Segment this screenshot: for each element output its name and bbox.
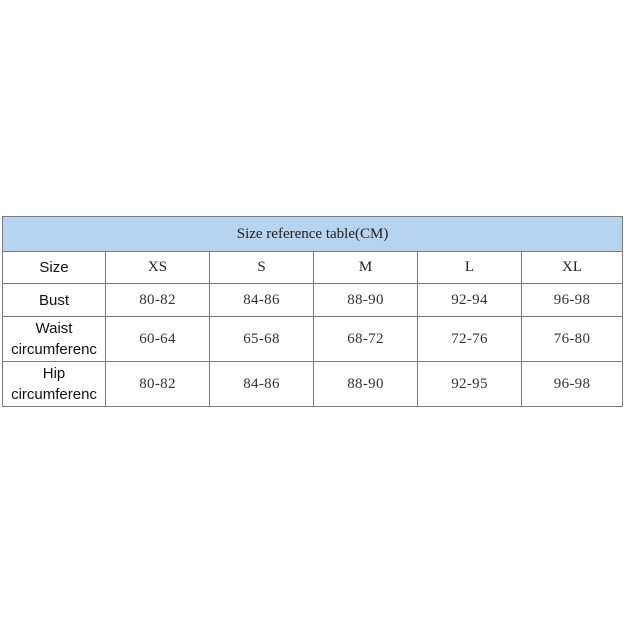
row-label-bust — [3, 284, 106, 317]
hip-xl-value: 96-98 — [522, 362, 623, 407]
waist-m-value: 68-72 — [314, 317, 418, 362]
waist-xl-value: 76-80 — [522, 317, 623, 362]
hip-s-value: 84-86 — [210, 362, 314, 407]
row-label-bust-line-1: Bust — [38, 291, 69, 309]
size-header-m: M — [314, 252, 418, 284]
row-label-hip-line-2: circumferenc — [11, 386, 97, 403]
hip-l-value: 92-95 — [418, 362, 522, 407]
table-row-hip — [3, 362, 623, 407]
row-label-hip-line-1: Hip — [42, 365, 66, 382]
size-header-s: S — [210, 252, 314, 284]
size-reference-table — [2, 216, 623, 407]
table-title-row — [3, 217, 623, 252]
size-header-label: Size — [3, 252, 106, 284]
table-title: Size reference table(CM) — [3, 217, 623, 252]
row-label-waist-line-1: Waist — [35, 320, 73, 337]
size-header-xs: XS — [106, 252, 210, 284]
hip-xs-value: 80-82 — [106, 362, 210, 407]
table-row-bust — [3, 284, 623, 317]
table-row-waist — [3, 317, 623, 362]
hip-m-value: 88-90 — [314, 362, 418, 407]
bust-l-value: 92-94 — [418, 284, 522, 317]
size-header-l: L — [418, 252, 522, 284]
row-label-waist-line-2: circumferenc — [11, 341, 97, 358]
waist-xs-value: 60-64 — [106, 317, 210, 362]
size-header-row — [3, 252, 623, 284]
bust-xs-value: 80-82 — [106, 284, 210, 317]
bust-s-value: 84-86 — [210, 284, 314, 317]
bust-xl-value: 96-98 — [522, 284, 623, 317]
bust-m-value: 88-90 — [314, 284, 418, 317]
waist-l-value: 72-76 — [418, 317, 522, 362]
size-header-xl: XL — [522, 252, 623, 284]
row-label-hip — [3, 362, 106, 407]
waist-s-value: 65-68 — [210, 317, 314, 362]
row-label-waist — [3, 317, 106, 362]
